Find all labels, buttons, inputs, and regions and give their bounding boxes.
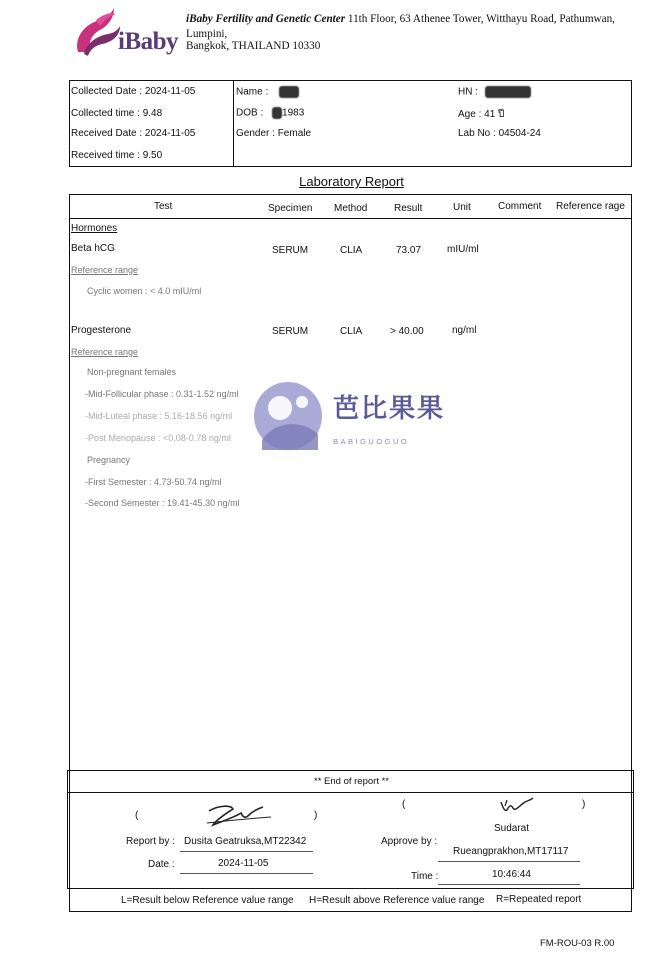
date-underline [180, 873, 313, 874]
col-header-comment: Comment [498, 201, 542, 212]
dob-year: 1983 [282, 107, 305, 119]
result-progesterone: > 40.00 [390, 326, 424, 337]
col-header-unit: Unit [453, 202, 471, 213]
ref-line: -Second Semester : 19.41-45.30 ng/ml [85, 498, 240, 508]
report-by-name: Dusita Geatruksa,MT22342 [184, 836, 307, 847]
ref-heading-beta-hcg: Reference range [71, 265, 139, 275]
redacted-hn [485, 86, 531, 98]
lab-number: Lab No : 04504-24 [458, 128, 541, 139]
dob-label: DOB : [236, 107, 264, 119]
approver-underline [438, 861, 580, 862]
patient-hn [458, 86, 531, 98]
specimen-progesterone: SERUM [272, 326, 309, 337]
approver-signature-icon [495, 796, 535, 818]
approve-time: 10:46:44 [492, 869, 531, 880]
col-header-test: Test [154, 201, 173, 212]
paren-close: ) [582, 799, 586, 810]
report-by-underline [180, 851, 313, 852]
redacted-name [279, 86, 299, 98]
col-header-reference: Reference rage [556, 201, 625, 212]
org-address-line1 [186, 13, 615, 25]
test-name-progesterone: Progesterone [71, 325, 132, 336]
info-box-divider [233, 80, 234, 167]
legend-high: H=Result above Reference value range [309, 895, 485, 906]
report-title: Laboratory Report [299, 174, 404, 189]
received-date: Received Date : 2024-11-05 [71, 128, 196, 139]
reporter-signature-icon [205, 803, 275, 829]
unit-beta-hcg: mIU/ml [447, 244, 479, 255]
ref-line: -Post Menopause : <0.08-0.78 ng/ml [85, 433, 231, 443]
time-label: Time : [411, 871, 439, 882]
unit-progesterone: ng/ml [452, 325, 477, 336]
legend-repeat: R=Repeated report [496, 894, 582, 905]
end-top-divider [67, 770, 634, 771]
received-time: Received time : 9.50 [71, 150, 163, 161]
watermark-text: 芭比果果 [333, 393, 446, 423]
date-label: Date : [148, 859, 175, 870]
form-code: FM-ROU-03 R.00 [540, 938, 615, 949]
watermark-subtext: BABIGUOGUO [333, 437, 410, 446]
report-date: 2024-11-05 [218, 858, 269, 869]
specimen-beta-hcg: SERUM [272, 245, 309, 256]
legend-low: L=Result below Reference value range [121, 895, 294, 906]
redacted-dob [272, 107, 282, 119]
patient-dob [236, 107, 304, 119]
ref-line: Cyclic women : < 4.0 mIU/ml [87, 286, 202, 296]
col-header-method: Method [334, 203, 368, 214]
address-line2: Lumpini, [186, 28, 228, 40]
ref-line: -First Semester : 4.73-50.74 ng/ml [85, 477, 222, 487]
time-underline [438, 884, 580, 885]
method-progesterone: CLIA [340, 326, 363, 337]
patient-age: Age : 41 ปี [458, 109, 505, 120]
address-line3: Bangkok, THAILAND 10330 [186, 40, 321, 52]
paren-close: ) [314, 810, 318, 821]
ref-heading-progesterone: Reference range [71, 347, 139, 357]
end-bottom-divider [67, 792, 634, 793]
signature-bottom-divider [67, 888, 634, 889]
paren-open: ( [135, 810, 139, 821]
result-beta-hcg: 73.07 [396, 245, 422, 256]
approve-by-label: Approve by : [381, 836, 438, 847]
collected-date: Collected Date : 2024-11-05 [71, 86, 196, 97]
org-name: iBaby Fertility and Genetic Center [186, 13, 346, 25]
end-of-report: ** End of report ** [314, 776, 389, 787]
col-header-result: Result [394, 203, 423, 214]
approver-name: Rueangprakhon,MT17117 [453, 846, 569, 857]
address-line1: 11th Floor, 63 Athenee Tower, Witthayu Road, Pathumwan, [347, 13, 615, 25]
ref-line: Non-pregnant females [87, 367, 177, 377]
method-beta-hcg: CLIA [340, 245, 363, 256]
patient-name [236, 86, 299, 98]
patient-gender: Gender : Female [236, 128, 312, 139]
test-name-beta-hcg: Beta hCG [71, 243, 115, 254]
collected-time: Collected time : 9.48 [71, 108, 163, 119]
logo-wordmark: iBaby [118, 28, 179, 55]
table-header-divider [69, 218, 632, 219]
section-hormones: Hormones [71, 223, 118, 234]
ref-line: -Mid-Follicular phase : 0.31-1.52 ng/ml [85, 389, 239, 399]
ref-line: Pregnancy [87, 455, 131, 465]
name-label: Name : [236, 86, 269, 98]
paren-open: ( [402, 799, 406, 810]
approver-first-name: Sudarat [494, 823, 530, 834]
ref-line: -Mid-Luteal phase : 5.16-18.56 ng/ml [85, 411, 233, 421]
col-header-specimen: Specimen [268, 203, 313, 214]
signature-box [67, 770, 634, 888]
hn-label: HN : [458, 86, 478, 98]
report-by-label: Report by : [126, 836, 175, 847]
